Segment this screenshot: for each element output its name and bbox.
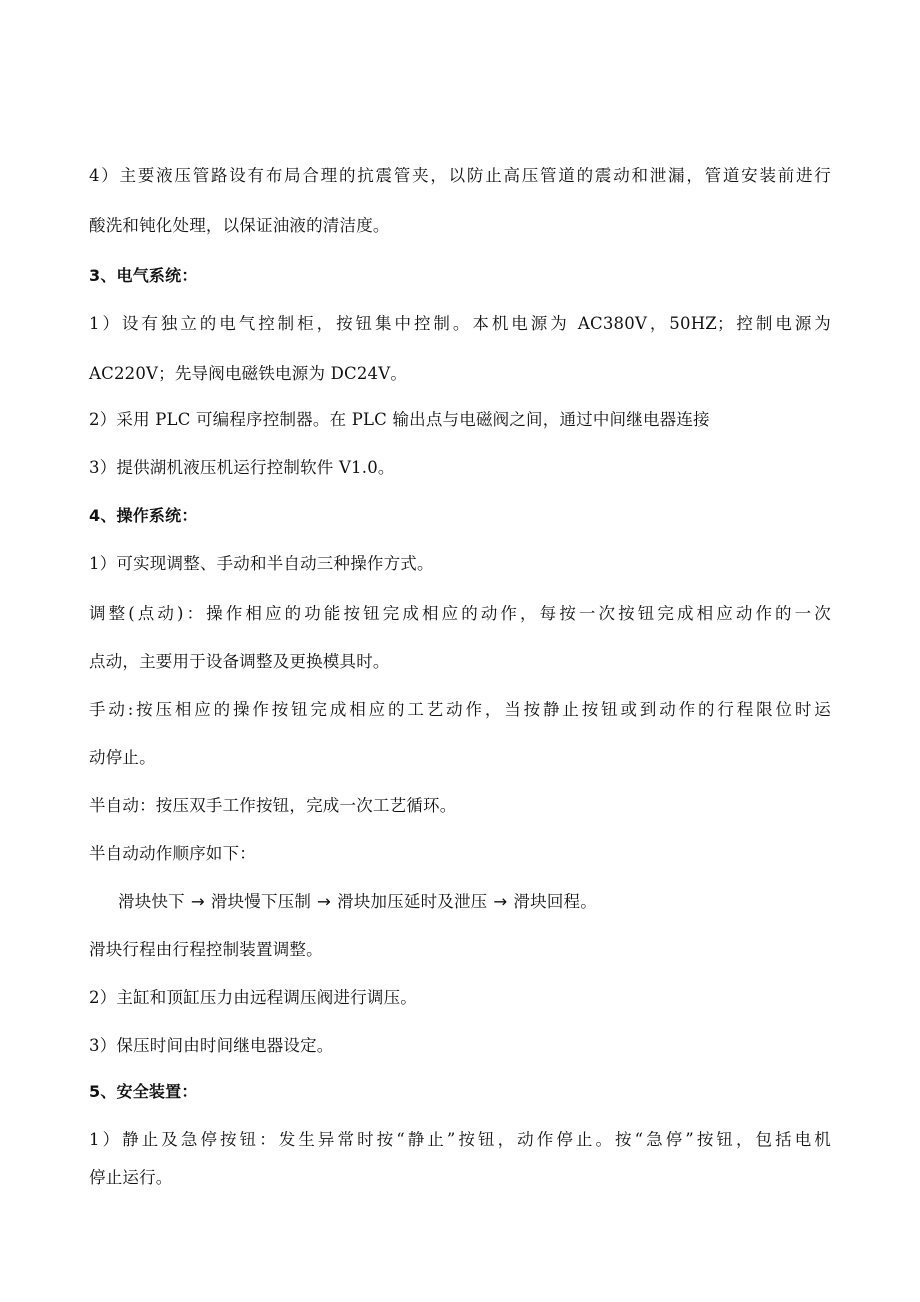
paragraph-line-adjust-mode: 调整(点动)：操作相应的功能按钮完成相应的动作，每按一次按钮完成相应动作的一次 <box>89 604 831 623</box>
arrow-right-icon: → <box>317 892 332 911</box>
paragraph-line-stop-buttons-cont: 停止运行。 <box>89 1168 173 1187</box>
paragraph-line-power-supply: AC220V；先导阀电磁铁电源为 DC24V。 <box>89 364 408 383</box>
section-heading-safety: 5、安全装置： <box>89 1082 198 1101</box>
sequence-step-4: 滑块回程。 <box>513 892 597 911</box>
paragraph-line-hold-time: 3）保压时间由时间继电器设定。 <box>89 1036 334 1055</box>
paragraph-line-semi-auto-sequence-intro: 半自动动作顺序如下： <box>89 844 256 863</box>
sequence-step-1: 滑块快下 <box>118 892 185 911</box>
arrow-right-icon: → <box>190 892 205 911</box>
paragraph-line-software: 3）提供湖机液压机运行控制软件 V1.0。 <box>89 458 395 477</box>
paragraph-line-cylinder-pressure: 2）主缸和顶缸压力由远程调压阀进行调压。 <box>89 988 417 1007</box>
paragraph-line-semi-auto: 半自动：按压双手工作按钮，完成一次工艺循环。 <box>89 796 457 815</box>
section-heading-electrical: 3、电气系统： <box>89 266 198 285</box>
paragraph-line-manual-mode: 手动:按压相应的操作按钮完成相应的工艺动作，当按静止按钮或到动作的行程限位时运 <box>89 700 831 719</box>
sequence-line <box>118 890 597 914</box>
paragraph-line-stop-buttons: 1）静止及急停按钮：发生异常时按“静止”按钮，动作停止。按“急停”按钮，包括电机 <box>89 1130 831 1149</box>
section-heading-operation: 4、操作系统： <box>89 506 198 525</box>
paragraph-line-operation-modes: 1）可实现调整、手动和半自动三种操作方式。 <box>89 554 434 573</box>
paragraph-line-pickling: 酸洗和钝化处理，以保证油液的清洁度。 <box>89 216 390 235</box>
arrow-right-icon: → <box>493 892 508 911</box>
paragraph-line-hydraulic-clamps: 4）主要液压管路设有布局合理的抗震管夹，以防止高压管道的震动和泄漏，管道安装前进行 <box>89 166 831 185</box>
paragraph-line-manual-mode-cont: 动停止。 <box>89 748 156 767</box>
sequence-step-3: 滑块加压延时及泄压 <box>337 892 488 911</box>
paragraph-line-adjust-mode-cont: 点动，主要用于设备调整及更换模具时。 <box>89 652 390 671</box>
paragraph-line-slider-stroke: 滑块行程由行程控制装置调整。 <box>89 940 323 959</box>
sequence-step-2: 滑块慢下压制 <box>210 892 312 911</box>
paragraph-line-plc: 2）采用 PLC 可编程序控制器。在 PLC 输出点与电磁阀之间，通过中间继电器连接 <box>89 410 710 429</box>
paragraph-line-control-cabinet: 1）设有独立的电气控制柜，按钮集中控制。本机电源为 AC380V，50HZ；控制电源为 <box>89 314 831 333</box>
